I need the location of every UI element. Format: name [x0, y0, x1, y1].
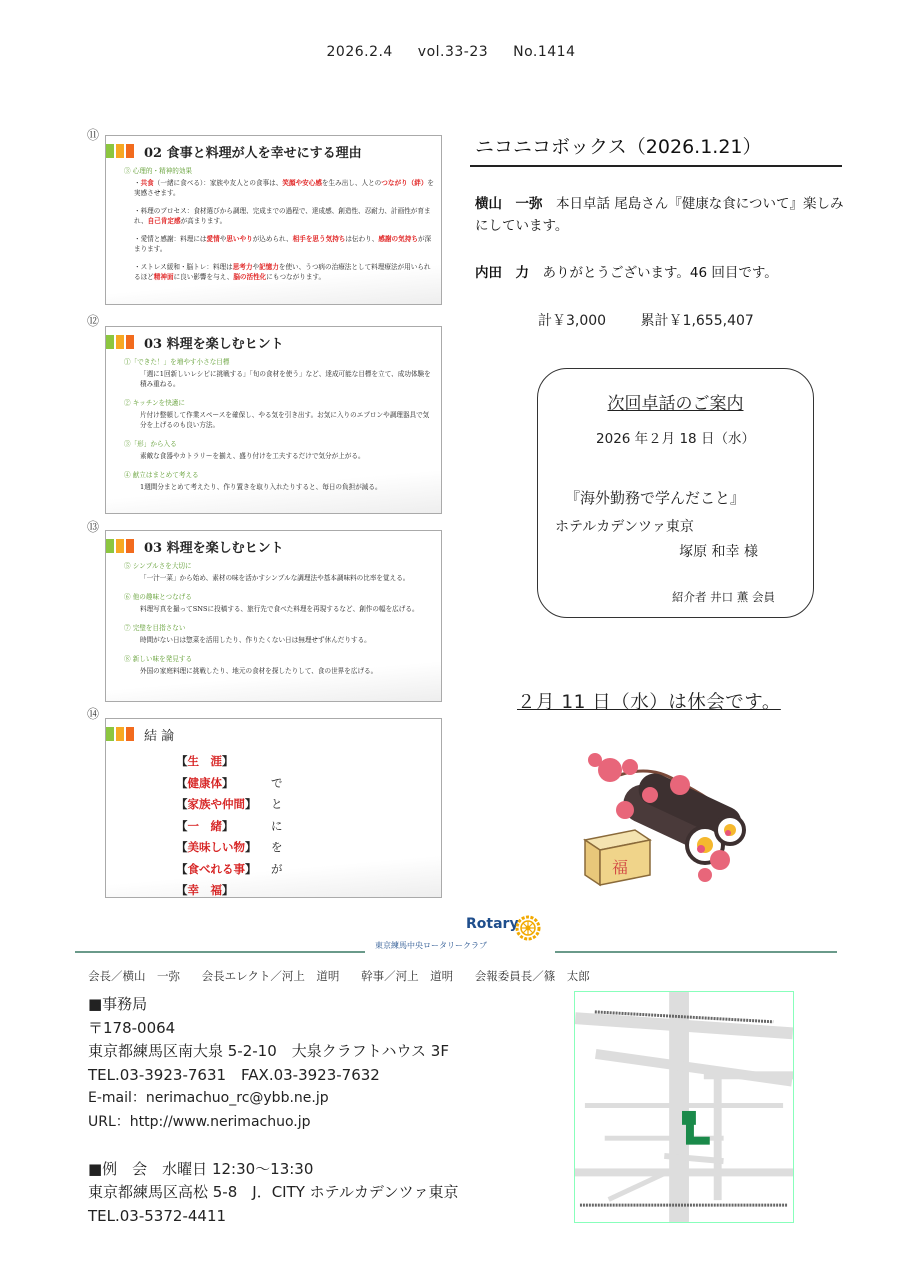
slide-title: 02 食事と料理が人を幸せにする理由 — [144, 146, 362, 161]
masu-box-icon — [585, 830, 650, 885]
office-url[interactable]: URL：http://www.nerimachuo.jp — [88, 1113, 311, 1130]
access-map — [574, 991, 794, 1223]
slide-item: ⑦ 完璧を目指さない 時間がない日は惣菜を活用したり、作りたくない日は無理せず休んだりする。 — [124, 624, 371, 644]
next-talk-date: 2026 年２月 18 日（水） — [596, 431, 755, 447]
slide-14 — [105, 718, 442, 898]
officer: 幹事／河上 道明 — [361, 969, 454, 983]
club-name: 東京練馬中央ロータリークラブ — [375, 941, 487, 950]
conclusion-key: 【美味しい物】 — [176, 840, 257, 854]
slide-paragraph: ・愛情と感謝：料理には愛情や思いやりが込められ、相手を思う気持ちは伝わり、感謝の気持ちが深まります。 — [134, 235, 432, 253]
office-address: 東京都練馬区南大泉 5-2-10 大泉クラフトハウス 3F — [88, 1042, 449, 1060]
officer: 会報委員長／篠 太郎 — [474, 969, 590, 983]
svg-text:福: 福 — [612, 858, 629, 877]
slide-item: ② キッチンを快適に 片付け整頓して作業スペースを確保し、やる気を引き出す。お気に入りのエプロンや調理器具で気分を上げるのも良い方法。 — [124, 399, 430, 429]
issue-date: 2026.2.4 — [326, 44, 393, 60]
nikoniko-title: ニコニコボックス（2026.1.21） — [475, 136, 762, 158]
conclusion-particle: に — [271, 818, 283, 833]
slide-body — [124, 561, 435, 681]
rotary-logo-text: Rotary — [466, 916, 519, 932]
slide-bars-icon — [106, 727, 134, 741]
office-phone: TEL.03-3923-7631 FAX.03-3923-7632 — [88, 1065, 380, 1084]
newsletter-header — [0, 44, 902, 60]
meeting-address: 東京都練馬区高松 5-8 J．CITY ホテルカデンツァ東京 — [88, 1183, 459, 1201]
slide-item: ⑥ 他の趣味とつなげる 料理写真を撮ってSNSに投稿する、旅行先で食べた料理を再現するなど、創作の幅を広げる。 — [124, 593, 419, 613]
office-heading: ■事務局 — [88, 995, 148, 1013]
slide-number: ⑪ — [87, 128, 100, 142]
slide-item: ⑤ シンプルさを大切に 「一汁一菜」から始め、素材の味を活かすシンプルな調理法や基本調味料の比率を覚える。 — [124, 562, 410, 582]
conclusion-key: 【一 緒】 — [176, 818, 234, 833]
conclusion-key: 【食べれる事】 — [176, 861, 257, 876]
slide-12 — [105, 326, 442, 514]
slide-11 — [105, 135, 442, 305]
nikoniko-totals — [538, 310, 784, 330]
office-postal: 〒178-0064 — [88, 1018, 176, 1037]
total-amount: 計￥3,000 — [538, 313, 607, 329]
footer-divider — [75, 951, 365, 953]
conclusion-particle: が — [271, 861, 283, 876]
slide-bars-icon — [106, 539, 134, 553]
slide-number: ⑭ — [87, 707, 100, 721]
slide-title: 03 料理を楽しむヒント — [144, 337, 284, 352]
issue-volume: vol.33-23 — [417, 44, 489, 60]
title-underline — [470, 165, 842, 167]
next-talk-speaker: 塚原 和幸 様 — [679, 544, 758, 560]
nikoniko-entry: 横山 一弥 本日卓話 尾島さん『健康な食について』楽しみにしています。 — [475, 196, 844, 234]
slide-number: ⑫ — [87, 314, 100, 328]
slide-body — [124, 357, 435, 497]
slide-paragraph: ・ストレス緩和・脳トレ：料理は思考力や記憶力を使い、うつ病の治療法として料理療法が用いられるほど精神面に良い影響を与え、脳の活性化にもつながります。 — [134, 263, 431, 281]
cumulative-amount: 累計￥1,655,407 — [640, 313, 754, 329]
conclusion-key: 【家族や仲間】 — [176, 797, 257, 811]
slide-paragraph: ・料理のプロセス：食材選びから調理、完成までの過程で、達成感、創造性、忍耐力、計画性が育まれ、自己肯定感が高まります。 — [134, 207, 431, 225]
conclusion-row — [176, 837, 283, 859]
conclusion-row — [176, 794, 283, 816]
slide-title: 03 料理を楽しむヒント — [144, 541, 284, 556]
conclusion-particle: と — [271, 797, 283, 811]
conclusion-key: 【幸 福】 — [176, 883, 234, 897]
conclusion-row — [176, 859, 283, 881]
spacer — [88, 1134, 458, 1158]
next-talk-title: 次回卓話のご案内 — [607, 394, 744, 414]
conclusion-row — [176, 773, 283, 795]
rotary-wheel-icon — [514, 914, 542, 942]
footer-divider — [555, 951, 837, 953]
slide-bars-icon — [106, 144, 134, 158]
slide-item: ③「形」から入る 素敵な食器やカトラリーを揃え、盛り付けを工夫するだけで気分が上がる。 — [124, 440, 365, 460]
issue-number: No.1414 — [513, 44, 576, 60]
office-info — [88, 993, 458, 1228]
slide-number: ⑬ — [87, 520, 100, 534]
conclusion-list — [176, 751, 283, 898]
next-talk-introducer: 紹介者 井口 薫 会員 — [672, 590, 775, 604]
meeting-time: ■例 会 水曜日 12:30～13:30 — [88, 1159, 314, 1178]
slide-paragraph: ・共食（一緒に食べる）：家族や友人との食事は、笑顔や安心感を生み出し、人とのつながり（絆）を実感させます。 — [134, 179, 435, 197]
slide-body — [124, 166, 435, 287]
slide-bars-icon — [106, 335, 134, 349]
conclusion-row — [176, 816, 283, 838]
slide-subhead: ③ 心理的・精神的効果 — [124, 167, 193, 175]
office-email[interactable]: E-mail：nerimachuo_rc@ybb.ne.jp — [88, 1090, 329, 1106]
slide-item: ④ 献立はまとめて考える 1週間分まとめて考えたり、作り置きを取り入れたりすると、毎日の負担が減る。 — [124, 471, 382, 491]
nikoniko-entry: 内田 力 ありがとうございます。46 回目です。 — [475, 265, 778, 281]
next-talk-topic: 『海外勤務で学んだこと』 — [565, 489, 746, 507]
slide-title: 結 論 — [144, 729, 175, 744]
slide-13 — [105, 530, 442, 702]
conclusion-row — [176, 751, 283, 773]
conclusion-particle: で — [271, 775, 283, 790]
conclusion-row — [176, 880, 283, 898]
setsubun-illustration — [580, 745, 750, 890]
next-talk-venue: ホテルカデンツァ東京 — [555, 519, 694, 535]
slide-item: ⑧ 新しい味を発見する 外国の家庭料理に挑戦したり、地元の食材を探したりして、食の世界を広げる。 — [124, 655, 378, 675]
conclusion-particle: を — [271, 840, 283, 854]
slide-item: ①「できた！」を増やす小さな目標 「週に1回新しいレシピに挑戦する」「旬の食材を使う」など、達成可能な目標を立て、成功体験を積み重ねる。 — [124, 358, 431, 388]
officer: 会長エレクト／河上 道明 — [201, 969, 340, 983]
meeting-phone: TEL.03-5372-4411 — [88, 1206, 227, 1225]
holiday-notice: ２月 11 日（水）は休会です。 — [517, 692, 781, 713]
conclusion-key: 【生 涯】 — [176, 754, 234, 768]
next-talk-box — [537, 368, 814, 618]
officers-list — [88, 968, 608, 984]
officer: 会長／横山 一弥 — [88, 969, 180, 983]
conclusion-key: 【健康体】 — [176, 775, 234, 790]
